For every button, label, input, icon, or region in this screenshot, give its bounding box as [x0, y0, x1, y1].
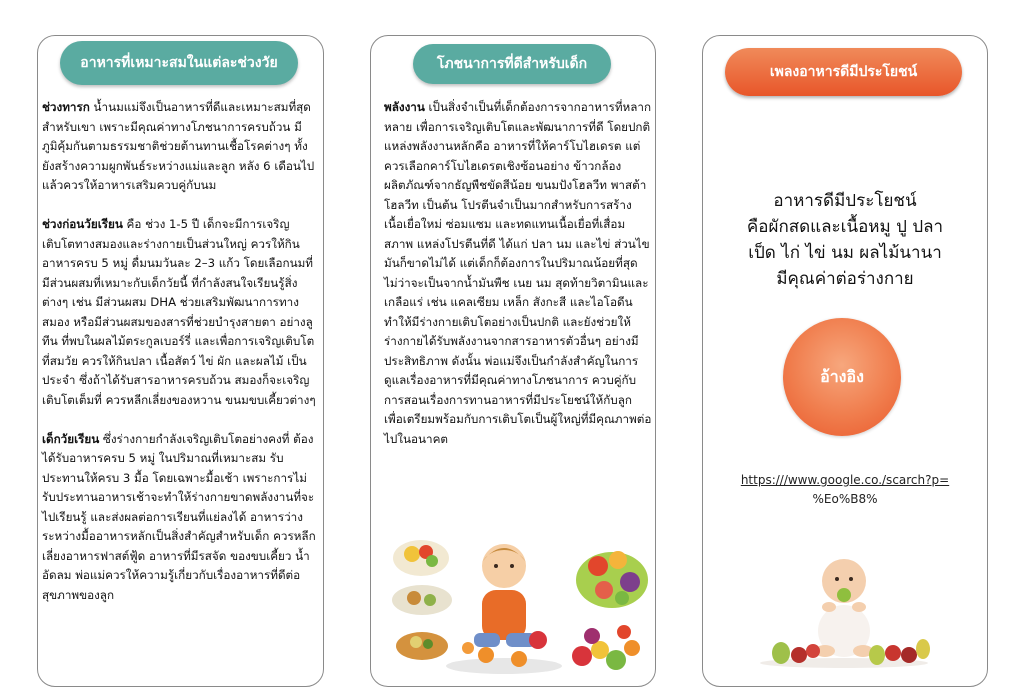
- preschool-paragraph: [42, 215, 318, 410]
- energy-title: พลังงาน: [384, 100, 425, 114]
- reference-url-line-2[interactable]: %Eo%B8%: [812, 492, 878, 506]
- infant-paragraph: [42, 98, 318, 196]
- energy-paragraph: [384, 98, 654, 449]
- school-age-paragraph: [42, 430, 318, 606]
- nutrition-text: [384, 98, 654, 469]
- song-lyrics: [708, 188, 982, 292]
- infant-text: น้ำนมแม่จึงเป็นอาหารที่ดีและเหมาะสมที่สุดสำหรับเขา เพราะมีคุณค่าทางโภชนาการครบถ้วน มีภูมิคุ้มกันตามธรรมชาติช่วยต้านทานเชื้อโรคต่างๆ ทั้งยังสร้างความผูกพันธ์ระหว่างแม่และลูก หลัง 6 เดือนไปแล้วควรให้อาหารเสริมควบคู่กับนม: [42, 100, 315, 192]
- school-age-title: เด็กวัยเรียน: [42, 431, 100, 446]
- school-age-text: ซึ่งร่างกายกำลังเจริญเติบโตอย่างคงที่ ต้องได้รับอาหารครบ 5 หมู่ ในปริมาณที่เหมาะสม รับประทานให้ครบ 3 มื้อ โดยเฉพาะมื้อเช้า เพราะการไม่รับประทานอาหารเช้าจะทำให้ร่างกายขาดพลังงานที่จะไปเรียนรู้ และส่งผลต่อการเรียนที่แย่ลงได้ อาหารว่างระหว่างมื้ออาหารหลักเป็นสิ่งสำคัญสำหรับเด็ก ควรหลีกเลี่ยงอาหารฟาสต์ฟู้ด อาหารที่มีรสจัด ของขบเคี้ยว น้ำอัดลม พ่อแม่ควรให้ความรู้เกี่ยวกับเรื่องอาหารที่ดีต่อสุขภาพของลูก: [42, 431, 316, 602]
- lyric-line: มีคุณค่าต่อร่างกาย: [776, 269, 914, 289]
- preschool-text: คือ ช่วง 1-5 ปี เด็กจะมีการเจริญเติบโตทางสมองและร่างกายเป็นส่วนใหญ่ ควรให้กินอาหารครบ 5 หมู่ ดื่มนมวันละ 2–3 แก้ว โดยเลือกนมที่มีส่วนผสมที่เหมาะกับเด็กวัยนี้ ที่กำลังสนใจเรียนรู้สิ่งต่างๆ เช่น มีส่วนผสม DHA ช่วยเสริมพัฒนาการทางสมอง หรือมีส่วนผสมของสารที่ช่วยบำรุงสายตา อย่างลูทีน ที่พบในผลไม้ตระกูลเบอร์รี่ และเพื่อการเจริญเติบโตที่สมวัย ควรให้กินปลา เนื้อสัตว์ ไข่ ผัก และผลไม้ เป็นประจำ ซึ่งถ้าได้รับสารอาหารครบถ้วน สมองก็จะเจริญเติบโตเต็มที่ ควรหลีกเลี่ยงของหวาน ขนมขบเคี้ยวต่างๆ: [42, 217, 316, 407]
- age-groups-text: [42, 98, 318, 625]
- child-nutrition-header: โภชนาการที่ดีสำหรับเด็ก: [413, 44, 611, 84]
- reference-url-line-1[interactable]: https:///www.google.co./scarch?p=: [740, 473, 950, 487]
- reference-badge: อ้างอิง: [783, 318, 901, 436]
- lyric-line: อาหารดีมีประโยชน์: [773, 191, 917, 211]
- child-with-food-photo: [386, 528, 648, 678]
- healthy-food-song-header: เพลงอาหารดีมีประโยชน์: [725, 48, 962, 96]
- baby-with-fruit-photo: [751, 543, 937, 668]
- infant-title: ช่วงทารก: [42, 100, 90, 114]
- lyric-line: คือผักสดและเนื้อหมู ปู ปลา: [746, 217, 944, 237]
- energy-text: เป็นสิ่งจำเป็นที่เด็กต้องการจากอาหารที่หลากหลาย เพื่อการเจริญเติบโตและพัฒนาการที่ดี โดยปกติแหล่งพลังงานหลักคือ อาหารที่ให้คาร์โบไฮเดรต แต่ควรเลือกคาร์โบไฮเดรตเชิงซ้อนอย่าง ข้าวกล้อง ผลิตภัณฑ์จากธัญพืชขัดสีน้อย ขนมปังโฮลวีท พาสต้าโฮลวีท เป็นต้น โปรตีนจำเป็นมากสำหรับการสร้างเนื้อเยื่อใหม่ ซ่อมแซม และทดแทนเนื้อเยื่อที่เสื่อมสภาพ แหล่งโปรตีนที่ดี ได้แก่ ปลา นม และไข่ ส่วนไขมันก็ขาดไม่ได้ แต่เด็กก็ต้องการในปริมาณน้อยที่สุด ไม่ว่าจะเป็นจากน้ำมันพืช เนย นม สุดท้ายวิตามินและเกลือแร่ เช่น แคลเซียม เหล็ก สังกะสี และไอโอดีน ทำให้มีร่างกายเติบโตอย่างเป็นปกติ และยังช่วยให้ร่างกายได้รับพลังงานจากสารอาหารตัวอื่นๆ อย่างมีประสิทธิภาพ ดังนั้น พ่อแม่จึงเป็นกำลังสำคัญในการดูแลเรื่องอาหารที่มีคุณค่าทางโภชนาการ ควบคู่กับการสอนเรื่องการทานอาหารที่มีประโยชน์ให้กับลูก เพื่อเตรียมพร้อมกับการเติบโตเป็นผู้ใหญ่ที่มีคุณภาพต่อไปในอนาคต: [384, 100, 652, 446]
- preschool-title: ช่วงก่อนวัยเรียน: [42, 217, 123, 231]
- age-appropriate-food-header: อาหารที่เหมาะสมในแต่ละช่วงวัย: [60, 41, 298, 85]
- reference-url[interactable]: [722, 471, 968, 509]
- baby-illustration: [751, 543, 937, 668]
- lyric-line: เป็ด ไก่ ไข่ นม ผลไม้นานา: [748, 243, 942, 263]
- food-illustration: [386, 528, 648, 678]
